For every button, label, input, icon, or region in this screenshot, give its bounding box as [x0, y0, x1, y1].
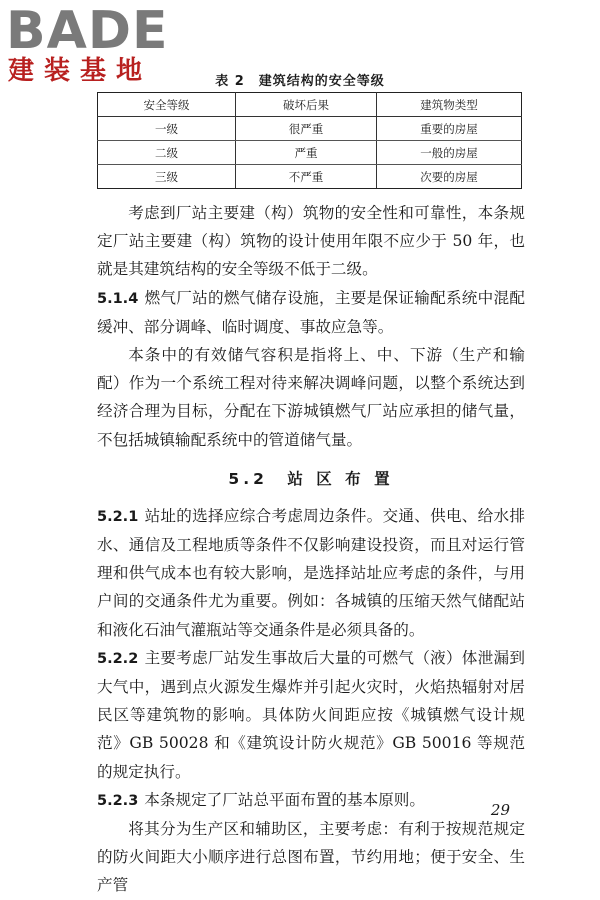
- clause-text: 燃气厂站的燃气储存设施，主要是保证输配系统中混配缓冲、部分调峰、临时调度、事故应急等。: [97, 288, 525, 336]
- table-title: 表 2 建筑结构的安全等级: [215, 74, 385, 89]
- table-cell: 严重: [236, 141, 377, 165]
- table-header-cell: 建筑物类型: [377, 93, 522, 117]
- table-cell: 二级: [98, 141, 236, 165]
- table-cell: 一级: [98, 117, 236, 141]
- body-text: [97, 199, 525, 900]
- paragraph-storage-volume: 本条中的有效储气容积是指将上、中、下游（生产和输配）作为一个系统工程对待来解决调峰问题，以整个系统达到经济合理为目标，分配在下游城镇燃气厂站应承担的储气量，不包括城镇输配系统中的管道储气量。: [97, 346, 525, 449]
- table-header-cell: 安全等级: [98, 93, 236, 117]
- clause-text: 本条规定了厂站总平面布置的基本原则。: [144, 790, 425, 809]
- clause-5-2-2: [97, 644, 525, 786]
- table-cell: 不严重: [236, 165, 377, 189]
- clause-number: 5.2.1: [97, 508, 139, 525]
- section-heading: 5.2 站 区 布 置: [228, 469, 394, 488]
- paragraph-design-life: 考虑到厂站主要建（构）筑物的安全性和可靠性，本条规定厂站主要建（构）筑物的设计使用年限不应少于 50 年，也就是其建筑结构的安全等级不低于二级。: [97, 204, 525, 279]
- table-cell: 重要的房屋: [377, 117, 522, 141]
- paragraph-layout-principle: 将其分为生产区和辅助区，主要考虑：有利于按规范规定的防火间距大小顺序进行总图布置，节约用地；便于安全、生产管: [97, 820, 525, 895]
- table-header-cell: 破坏后果: [236, 93, 377, 117]
- table-cell: 三级: [98, 165, 236, 189]
- table-row: [98, 117, 522, 141]
- page-number: 29: [490, 801, 510, 819]
- safety-level-table-wrapper: [97, 92, 522, 189]
- clause-number: 5.2.2: [97, 650, 139, 667]
- safety-level-table: [97, 92, 522, 189]
- watermark-brand: BADE: [6, 1, 169, 61]
- clause-5-2-1: [97, 502, 525, 644]
- table-cell: 很严重: [236, 117, 377, 141]
- clause-5-1-4: [97, 284, 525, 341]
- table-cell: 一般的房屋: [377, 141, 522, 165]
- clause-number: 5.2.3: [97, 792, 139, 809]
- clause-text: 站址的选择应综合考虑周边条件。交通、供电、给水排水、通信及工程地质等条件不仅影响建设投资，而且对运行管理和供气成本也有较大影响，是选择站址应考虑的条件，与用户间的交通条件尤为重要。例如：各城镇的压缩天然气储配站和液化石油气灌瓶站等交通条件是必须具备的。: [97, 506, 525, 639]
- clause-number: 5.1.4: [97, 290, 139, 307]
- table-header-row: [98, 93, 522, 117]
- clause-5-2-3: [97, 786, 525, 815]
- watermark-subtitle: 建装基地: [8, 56, 153, 86]
- table-cell: 次要的房屋: [377, 165, 522, 189]
- table-row: [98, 165, 522, 189]
- table-row: [98, 141, 522, 165]
- clause-text: 主要考虑厂站发生事故后大量的可燃气（液）体泄漏到大气中，遇到点火源发生爆炸并引起火灾时，火焰热辐射对居民区等建筑物的影响。具体防火间距应按《城镇燃气设计规范》GB 50028 和《建筑设计防火规范》GB 50016 等规范的规定执行。: [97, 648, 525, 781]
